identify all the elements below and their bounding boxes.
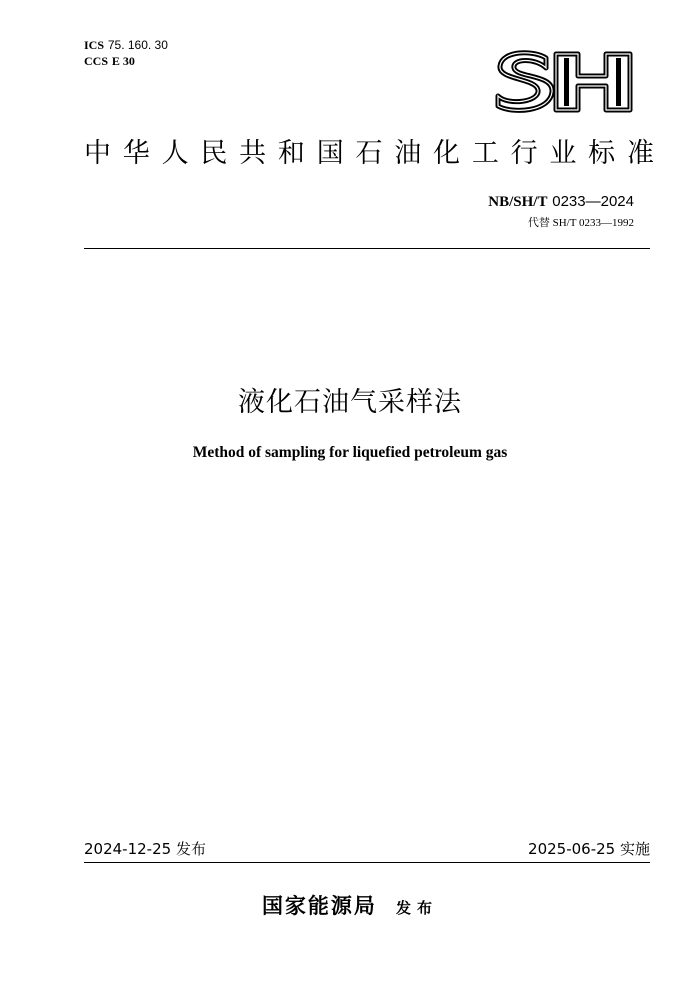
org-char: 国 xyxy=(316,138,344,169)
issue-date: 2024-12-25 发布 xyxy=(84,840,206,858)
org-char: 人 xyxy=(161,138,189,169)
standard-code: 0233—2024 xyxy=(552,193,634,210)
org-char: 标 xyxy=(588,138,616,169)
ccs-value: E 30 xyxy=(111,54,135,68)
issuing-category-title xyxy=(84,134,654,174)
footer-divider xyxy=(84,862,650,863)
ccs-label: CCS xyxy=(84,54,109,68)
org-char: 工 xyxy=(471,138,499,169)
org-char: 油 xyxy=(394,138,422,169)
sh-logo-icon xyxy=(494,48,634,114)
org-char: 民 xyxy=(200,138,228,169)
org-char: 业 xyxy=(549,138,577,169)
implementation-date: 2025-06-25 实施 xyxy=(528,840,650,858)
standard-number xyxy=(488,192,634,211)
ccs-line xyxy=(84,53,168,69)
org-char: 化 xyxy=(433,138,461,169)
ics-value: 75. 160. 30 xyxy=(107,38,168,52)
issuer-name: 国家能源局 xyxy=(261,894,377,918)
ics-label: ICS xyxy=(84,38,105,52)
header-divider xyxy=(84,248,650,249)
org-char: 共 xyxy=(239,138,267,169)
org-char: 准 xyxy=(626,138,654,169)
org-char: 华 xyxy=(122,138,150,169)
document-title-cn: 液化石油气采样法 xyxy=(238,387,462,418)
classification-codes xyxy=(84,37,168,69)
standard-prefix: NB/SH/T xyxy=(488,194,548,210)
org-char: 石 xyxy=(355,138,383,169)
org-char: 行 xyxy=(510,138,538,169)
document-title-en: Method of sampling for liquefied petroleum gas xyxy=(192,444,508,461)
org-char: 和 xyxy=(277,138,305,169)
issuer-line xyxy=(0,890,700,920)
org-char: 中 xyxy=(84,138,111,169)
replaces-standard: 代替 SH/T 0233—1992 xyxy=(527,217,634,229)
ics-line xyxy=(84,37,168,53)
issuer-action: 发布 xyxy=(396,899,439,917)
